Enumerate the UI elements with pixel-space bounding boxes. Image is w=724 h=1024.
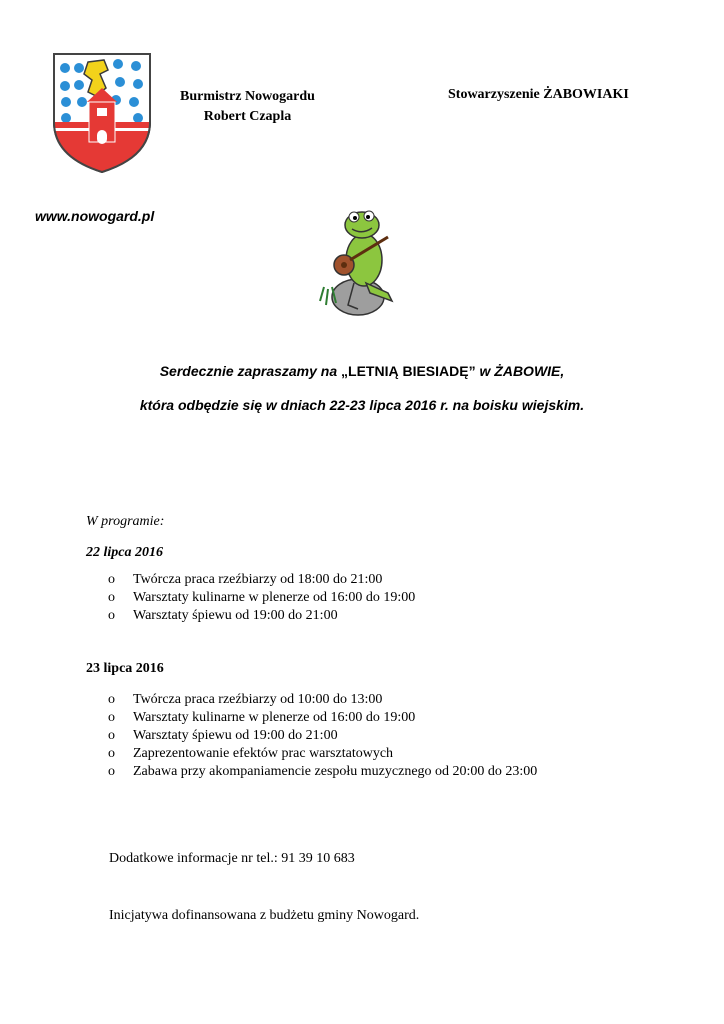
list-item (86, 607, 415, 625)
day-2-date: 23 lipca 2016 (86, 661, 164, 676)
invitation-intro: Serdecznie zapraszamy na (159, 363, 342, 379)
list-item (86, 763, 537, 781)
list-item-text: Warsztaty śpiewu od 19:00 do 21:00 (133, 608, 338, 623)
list-item-text: Twórcza praca rzeźbiarzy od 18:00 do 21:00 (133, 572, 383, 587)
mayor-title: Burmistrz Nowogardu (180, 89, 315, 104)
list-item-text: Warsztaty śpiewu od 19:00 do 21:00 (133, 728, 338, 743)
list-item-text: Zabawa przy akompaniamencie zespołu muzycznego od 20:00 do 23:00 (133, 764, 538, 779)
list-item (86, 589, 415, 607)
list-item (86, 709, 537, 727)
association-name: Stowarzyszenie ŻABOWIAKI (448, 87, 629, 102)
bullet: o (108, 572, 115, 587)
invitation-place: w ŻABOWIE, (475, 363, 565, 379)
bullet: o (108, 692, 115, 707)
bullet: o (108, 710, 115, 725)
bullet: o (108, 608, 115, 623)
bullet: o (108, 746, 115, 761)
mayor-name: Robert Czapla (203, 109, 292, 124)
bullet: o (108, 590, 115, 605)
event-name: „LETNIĄ BIESIADĘ” (341, 363, 476, 379)
day-1-list (86, 571, 415, 625)
list-item-text: Warsztaty kulinarne w plenerze od 16:00 do 19:00 (133, 710, 416, 725)
list-item (86, 691, 537, 709)
bullet: o (108, 728, 115, 743)
list-item-text: Twórcza praca rzeźbiarzy od 10:00 do 13:00 (133, 692, 383, 707)
invitation-line-1 (0, 363, 724, 379)
list-item (86, 571, 415, 589)
mayor-block (170, 87, 325, 127)
list-item (86, 727, 537, 745)
frog-with-banjo-icon (318, 205, 398, 320)
list-item-text: Zaprezentowanie efektów prac warsztatowych (133, 746, 394, 761)
nowogard-coat-of-arms-icon (52, 52, 152, 174)
list-item (86, 745, 537, 763)
funding-note: Inicjatywa dofinansowana z budżetu gminy Nowogard. (109, 908, 420, 923)
invitation-line-2: która odbędzie się w dniach 22-23 lipca 2016 r. na boisku wiejskim. (139, 397, 585, 413)
website-link[interactable]: www.nowogard.pl (35, 208, 155, 224)
day-2-list (86, 691, 537, 781)
day-1-date: 22 lipca 2016 (86, 545, 163, 560)
program-title: W programie: (86, 514, 165, 529)
list-item-text: Warsztaty kulinarne w plenerze od 16:00 do 19:00 (133, 590, 416, 605)
bullet: o (108, 764, 115, 779)
contact-info: Dodatkowe informacje nr tel.: 91 39 10 683 (109, 851, 355, 866)
